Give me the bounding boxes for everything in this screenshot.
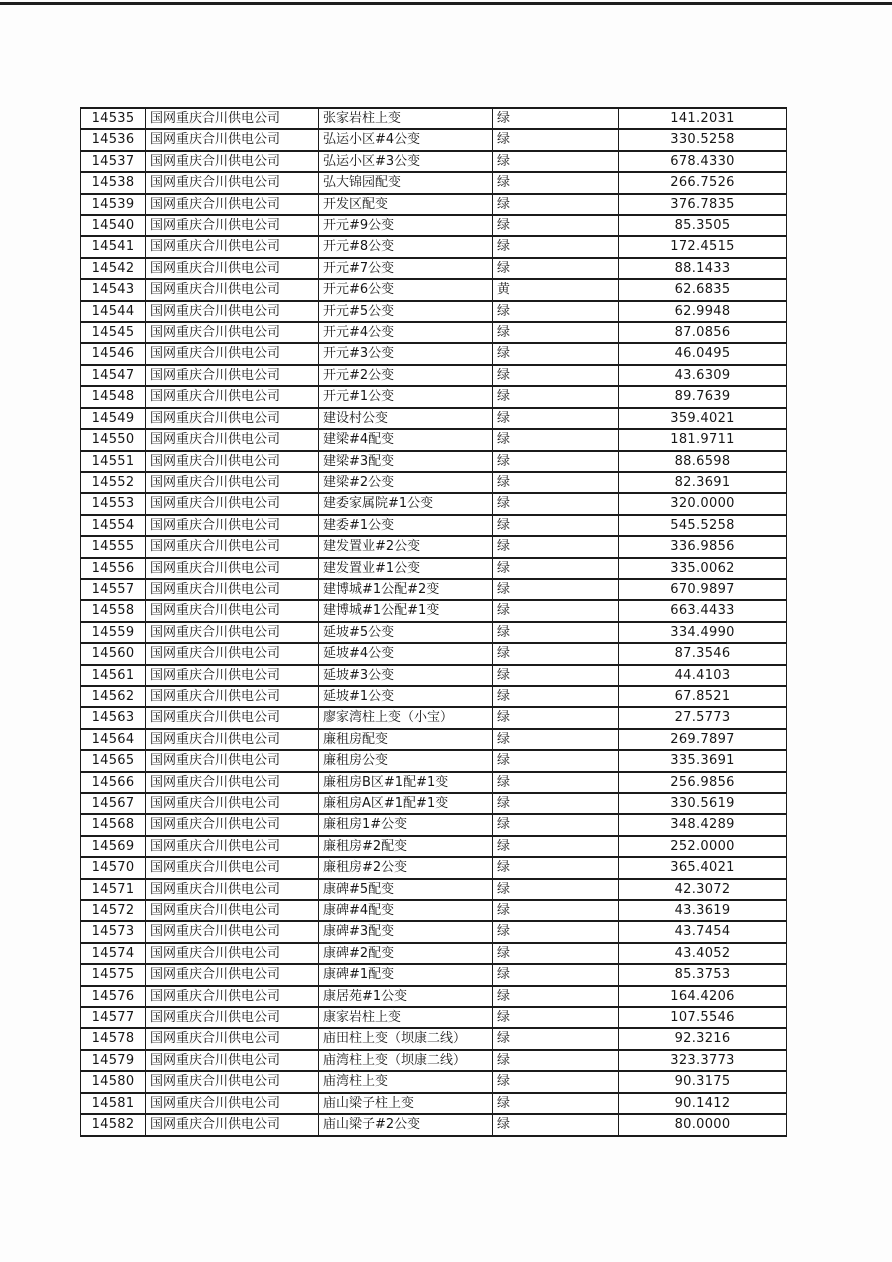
cell-load_value: 376.7835 bbox=[619, 194, 787, 215]
cell-company: 国网重庆合川供电公司 bbox=[146, 1114, 319, 1135]
cell-load_value: 336.9856 bbox=[619, 536, 787, 557]
cell-station: 康碑#3配变 bbox=[319, 921, 493, 942]
cell-id: 14552 bbox=[81, 472, 146, 493]
cell-company: 国网重庆合川供电公司 bbox=[146, 108, 319, 129]
cell-status: 绿 bbox=[493, 129, 619, 150]
cell-load_value: 90.1412 bbox=[619, 1093, 787, 1114]
cell-id: 14548 bbox=[81, 386, 146, 407]
cell-station: 廉租房A区#1配#1变 bbox=[319, 793, 493, 814]
cell-company: 国网重庆合川供电公司 bbox=[146, 900, 319, 921]
cell-load_value: 678.4330 bbox=[619, 151, 787, 172]
cell-station: 庙山梁子#2公变 bbox=[319, 1114, 493, 1135]
cell-company: 国网重庆合川供电公司 bbox=[146, 301, 319, 322]
cell-load_value: 80.0000 bbox=[619, 1114, 787, 1135]
cell-company: 国网重庆合川供电公司 bbox=[146, 365, 319, 386]
cell-status: 绿 bbox=[493, 600, 619, 621]
cell-station: 廉租房公变 bbox=[319, 750, 493, 771]
cell-id: 14538 bbox=[81, 172, 146, 193]
cell-id: 14571 bbox=[81, 879, 146, 900]
cell-status: 绿 bbox=[493, 1114, 619, 1135]
cell-company: 国网重庆合川供电公司 bbox=[146, 793, 319, 814]
cell-station: 廖家湾柱上变（小宝） bbox=[319, 707, 493, 728]
table-row bbox=[81, 1093, 787, 1114]
cell-company: 国网重庆合川供电公司 bbox=[146, 729, 319, 750]
cell-id: 14559 bbox=[81, 622, 146, 643]
cell-station: 庙田柱上变（坝康二线） bbox=[319, 1028, 493, 1049]
cell-id: 14565 bbox=[81, 750, 146, 771]
cell-company: 国网重庆合川供电公司 bbox=[146, 1093, 319, 1114]
cell-id: 14544 bbox=[81, 301, 146, 322]
cell-load_value: 92.3216 bbox=[619, 1028, 787, 1049]
cell-station: 开元#2公变 bbox=[319, 365, 493, 386]
cell-id: 14577 bbox=[81, 1007, 146, 1028]
cell-status: 绿 bbox=[493, 451, 619, 472]
cell-station: 廉租房配变 bbox=[319, 729, 493, 750]
cell-load_value: 87.0856 bbox=[619, 322, 787, 343]
cell-station: 康碑#4配变 bbox=[319, 900, 493, 921]
table-body bbox=[81, 108, 787, 1136]
table-row bbox=[81, 879, 787, 900]
cell-station: 建博城#1公配#1变 bbox=[319, 600, 493, 621]
cell-id: 14572 bbox=[81, 900, 146, 921]
cell-id: 14554 bbox=[81, 515, 146, 536]
cell-status: 绿 bbox=[493, 986, 619, 1007]
cell-company: 国网重庆合川供电公司 bbox=[146, 921, 319, 942]
top-divider-line bbox=[0, 2, 892, 5]
cell-company: 国网重庆合川供电公司 bbox=[146, 1071, 319, 1092]
cell-id: 14556 bbox=[81, 558, 146, 579]
cell-status: 绿 bbox=[493, 515, 619, 536]
cell-id: 14563 bbox=[81, 707, 146, 728]
cell-station: 开元#5公变 bbox=[319, 301, 493, 322]
table-row bbox=[81, 857, 787, 878]
table-row bbox=[81, 1007, 787, 1028]
table-row bbox=[81, 322, 787, 343]
cell-id: 14576 bbox=[81, 986, 146, 1007]
cell-status: 绿 bbox=[493, 793, 619, 814]
cell-status: 绿 bbox=[493, 343, 619, 364]
cell-id: 14550 bbox=[81, 429, 146, 450]
cell-id: 14542 bbox=[81, 258, 146, 279]
cell-status: 绿 bbox=[493, 622, 619, 643]
table-row bbox=[81, 579, 787, 600]
cell-status: 绿 bbox=[493, 215, 619, 236]
table-row bbox=[81, 814, 787, 835]
cell-id: 14555 bbox=[81, 536, 146, 557]
cell-id: 14558 bbox=[81, 600, 146, 621]
cell-station: 开元#4公变 bbox=[319, 322, 493, 343]
cell-status: 绿 bbox=[493, 750, 619, 771]
cell-status: 绿 bbox=[493, 408, 619, 429]
cell-load_value: 323.3773 bbox=[619, 1050, 787, 1071]
table-row bbox=[81, 772, 787, 793]
cell-company: 国网重庆合川供电公司 bbox=[146, 1050, 319, 1071]
cell-status: 绿 bbox=[493, 301, 619, 322]
cell-id: 14539 bbox=[81, 194, 146, 215]
cell-status: 绿 bbox=[493, 814, 619, 835]
cell-load_value: 90.3175 bbox=[619, 1071, 787, 1092]
cell-status: 绿 bbox=[493, 429, 619, 450]
table-row bbox=[81, 1028, 787, 1049]
table-row bbox=[81, 236, 787, 257]
cell-company: 国网重庆合川供电公司 bbox=[146, 665, 319, 686]
table-row bbox=[81, 472, 787, 493]
cell-id: 14569 bbox=[81, 836, 146, 857]
cell-load_value: 67.8521 bbox=[619, 686, 787, 707]
cell-id: 14553 bbox=[81, 493, 146, 514]
cell-id: 14581 bbox=[81, 1093, 146, 1114]
cell-station: 开元#6公变 bbox=[319, 279, 493, 300]
table-row bbox=[81, 493, 787, 514]
cell-load_value: 256.9856 bbox=[619, 772, 787, 793]
cell-id: 14541 bbox=[81, 236, 146, 257]
cell-company: 国网重庆合川供电公司 bbox=[146, 322, 319, 343]
cell-station: 延坡#4公变 bbox=[319, 643, 493, 664]
cell-station: 开元#1公变 bbox=[319, 386, 493, 407]
cell-station: 建委家属院#1公变 bbox=[319, 493, 493, 514]
cell-station: 弘运小区#4公变 bbox=[319, 129, 493, 150]
cell-id: 14578 bbox=[81, 1028, 146, 1049]
cell-company: 国网重庆合川供电公司 bbox=[146, 386, 319, 407]
cell-id: 14562 bbox=[81, 686, 146, 707]
cell-status: 绿 bbox=[493, 172, 619, 193]
cell-id: 14574 bbox=[81, 943, 146, 964]
cell-station: 康居苑#1公变 bbox=[319, 986, 493, 1007]
table-row bbox=[81, 707, 787, 728]
cell-company: 国网重庆合川供电公司 bbox=[146, 750, 319, 771]
table-row bbox=[81, 986, 787, 1007]
cell-company: 国网重庆合川供电公司 bbox=[146, 194, 319, 215]
cell-station: 廉租房#2公变 bbox=[319, 857, 493, 878]
cell-id: 14551 bbox=[81, 451, 146, 472]
cell-status: 绿 bbox=[493, 493, 619, 514]
table-row bbox=[81, 750, 787, 771]
cell-id: 14546 bbox=[81, 343, 146, 364]
cell-station: 弘运小区#3公变 bbox=[319, 151, 493, 172]
cell-company: 国网重庆合川供电公司 bbox=[146, 258, 319, 279]
cell-company: 国网重庆合川供电公司 bbox=[146, 408, 319, 429]
cell-company: 国网重庆合川供电公司 bbox=[146, 236, 319, 257]
cell-status: 绿 bbox=[493, 836, 619, 857]
cell-station: 康碑#2配变 bbox=[319, 943, 493, 964]
cell-status: 绿 bbox=[493, 386, 619, 407]
cell-station: 廉租房B区#1配#1变 bbox=[319, 772, 493, 793]
cell-load_value: 269.7897 bbox=[619, 729, 787, 750]
table-row bbox=[81, 921, 787, 942]
table-row bbox=[81, 129, 787, 150]
cell-id: 14575 bbox=[81, 964, 146, 985]
cell-company: 国网重庆合川供电公司 bbox=[146, 814, 319, 835]
cell-status: 绿 bbox=[493, 1007, 619, 1028]
cell-station: 建博城#1公配#2变 bbox=[319, 579, 493, 600]
cell-load_value: 670.9897 bbox=[619, 579, 787, 600]
cell-id: 14570 bbox=[81, 857, 146, 878]
cell-status: 绿 bbox=[493, 964, 619, 985]
cell-station: 延坡#3公变 bbox=[319, 665, 493, 686]
cell-status: 绿 bbox=[493, 236, 619, 257]
cell-status: 绿 bbox=[493, 194, 619, 215]
table-row bbox=[81, 558, 787, 579]
transformer-table bbox=[80, 107, 787, 1137]
cell-load_value: 335.3691 bbox=[619, 750, 787, 771]
cell-load_value: 88.1433 bbox=[619, 258, 787, 279]
cell-status: 绿 bbox=[493, 643, 619, 664]
cell-id: 14537 bbox=[81, 151, 146, 172]
cell-company: 国网重庆合川供电公司 bbox=[146, 493, 319, 514]
cell-status: 绿 bbox=[493, 665, 619, 686]
cell-status: 绿 bbox=[493, 729, 619, 750]
cell-station: 开元#9公变 bbox=[319, 215, 493, 236]
cell-company: 国网重庆合川供电公司 bbox=[146, 943, 319, 964]
cell-company: 国网重庆合川供电公司 bbox=[146, 536, 319, 557]
table-row bbox=[81, 643, 787, 664]
cell-station: 弘大锦园配变 bbox=[319, 172, 493, 193]
cell-status: 绿 bbox=[493, 707, 619, 728]
table-row bbox=[81, 151, 787, 172]
cell-station: 康碑#5配变 bbox=[319, 879, 493, 900]
cell-station: 建发置业#2公变 bbox=[319, 536, 493, 557]
table-row bbox=[81, 622, 787, 643]
cell-company: 国网重庆合川供电公司 bbox=[146, 836, 319, 857]
cell-load_value: 252.0000 bbox=[619, 836, 787, 857]
cell-status: 绿 bbox=[493, 258, 619, 279]
cell-station: 建梁#3配变 bbox=[319, 451, 493, 472]
cell-company: 国网重庆合川供电公司 bbox=[146, 429, 319, 450]
cell-station: 建梁#2公变 bbox=[319, 472, 493, 493]
cell-id: 14549 bbox=[81, 408, 146, 429]
cell-load_value: 334.4990 bbox=[619, 622, 787, 643]
cell-status: 绿 bbox=[493, 1071, 619, 1092]
cell-load_value: 85.3753 bbox=[619, 964, 787, 985]
cell-id: 14566 bbox=[81, 772, 146, 793]
cell-station: 建设村公变 bbox=[319, 408, 493, 429]
table-row bbox=[81, 215, 787, 236]
cell-company: 国网重庆合川供电公司 bbox=[146, 1007, 319, 1028]
cell-status: 绿 bbox=[493, 772, 619, 793]
cell-id: 14547 bbox=[81, 365, 146, 386]
cell-load_value: 359.4021 bbox=[619, 408, 787, 429]
cell-status: 绿 bbox=[493, 921, 619, 942]
table-row bbox=[81, 301, 787, 322]
cell-id: 14582 bbox=[81, 1114, 146, 1135]
cell-status: 绿 bbox=[493, 472, 619, 493]
cell-company: 国网重庆合川供电公司 bbox=[146, 151, 319, 172]
cell-load_value: 663.4433 bbox=[619, 600, 787, 621]
cell-load_value: 330.5619 bbox=[619, 793, 787, 814]
cell-company: 国网重庆合川供电公司 bbox=[146, 857, 319, 878]
cell-station: 张家岩柱上变 bbox=[319, 108, 493, 129]
cell-load_value: 89.7639 bbox=[619, 386, 787, 407]
cell-status: 绿 bbox=[493, 1028, 619, 1049]
cell-load_value: 266.7526 bbox=[619, 172, 787, 193]
cell-station: 建发置业#1公变 bbox=[319, 558, 493, 579]
cell-company: 国网重庆合川供电公司 bbox=[146, 172, 319, 193]
cell-status: 绿 bbox=[493, 686, 619, 707]
cell-load_value: 42.3072 bbox=[619, 879, 787, 900]
cell-id: 14557 bbox=[81, 579, 146, 600]
table-row bbox=[81, 943, 787, 964]
cell-load_value: 82.3691 bbox=[619, 472, 787, 493]
cell-load_value: 43.4052 bbox=[619, 943, 787, 964]
table-row bbox=[81, 172, 787, 193]
cell-company: 国网重庆合川供电公司 bbox=[146, 964, 319, 985]
cell-id: 14545 bbox=[81, 322, 146, 343]
cell-id: 14536 bbox=[81, 129, 146, 150]
cell-company: 国网重庆合川供电公司 bbox=[146, 772, 319, 793]
cell-load_value: 27.5773 bbox=[619, 707, 787, 728]
cell-company: 国网重庆合川供电公司 bbox=[146, 986, 319, 1007]
cell-load_value: 320.0000 bbox=[619, 493, 787, 514]
cell-company: 国网重庆合川供电公司 bbox=[146, 686, 319, 707]
table-row bbox=[81, 900, 787, 921]
cell-status: 绿 bbox=[493, 879, 619, 900]
cell-company: 国网重庆合川供电公司 bbox=[146, 129, 319, 150]
cell-company: 国网重庆合川供电公司 bbox=[146, 215, 319, 236]
cell-station: 开元#7公变 bbox=[319, 258, 493, 279]
cell-load_value: 107.5546 bbox=[619, 1007, 787, 1028]
cell-station: 康碑#1配变 bbox=[319, 964, 493, 985]
cell-station: 延坡#5公变 bbox=[319, 622, 493, 643]
cell-load_value: 46.0495 bbox=[619, 343, 787, 364]
table-row bbox=[81, 1050, 787, 1071]
cell-id: 14580 bbox=[81, 1071, 146, 1092]
table-row bbox=[81, 515, 787, 536]
cell-station: 开发区配变 bbox=[319, 194, 493, 215]
cell-company: 国网重庆合川供电公司 bbox=[146, 622, 319, 643]
cell-status: 绿 bbox=[493, 151, 619, 172]
cell-load_value: 181.9711 bbox=[619, 429, 787, 450]
cell-company: 国网重庆合川供电公司 bbox=[146, 451, 319, 472]
cell-id: 14567 bbox=[81, 793, 146, 814]
cell-status: 黄 bbox=[493, 279, 619, 300]
cell-status: 绿 bbox=[493, 900, 619, 921]
cell-status: 绿 bbox=[493, 579, 619, 600]
cell-company: 国网重庆合川供电公司 bbox=[146, 579, 319, 600]
table-row bbox=[81, 386, 787, 407]
cell-id: 14560 bbox=[81, 643, 146, 664]
cell-id: 14543 bbox=[81, 279, 146, 300]
cell-status: 绿 bbox=[493, 943, 619, 964]
table-row bbox=[81, 793, 787, 814]
cell-load_value: 365.4021 bbox=[619, 857, 787, 878]
table-row bbox=[81, 343, 787, 364]
cell-company: 国网重庆合川供电公司 bbox=[146, 600, 319, 621]
cell-station: 廉租房1#公变 bbox=[319, 814, 493, 835]
cell-company: 国网重庆合川供电公司 bbox=[146, 558, 319, 579]
cell-id: 14579 bbox=[81, 1050, 146, 1071]
cell-status: 绿 bbox=[493, 536, 619, 557]
cell-id: 14540 bbox=[81, 215, 146, 236]
cell-load_value: 88.6598 bbox=[619, 451, 787, 472]
cell-status: 绿 bbox=[493, 108, 619, 129]
cell-station: 开元#8公变 bbox=[319, 236, 493, 257]
cell-load_value: 87.3546 bbox=[619, 643, 787, 664]
cell-company: 国网重庆合川供电公司 bbox=[146, 472, 319, 493]
cell-company: 国网重庆合川供电公司 bbox=[146, 1028, 319, 1049]
cell-id: 14564 bbox=[81, 729, 146, 750]
cell-company: 国网重庆合川供电公司 bbox=[146, 879, 319, 900]
cell-company: 国网重庆合川供电公司 bbox=[146, 643, 319, 664]
cell-station: 庙湾柱上变（坝康二线） bbox=[319, 1050, 493, 1071]
cell-load_value: 545.5258 bbox=[619, 515, 787, 536]
cell-company: 国网重庆合川供电公司 bbox=[146, 343, 319, 364]
cell-load_value: 43.3619 bbox=[619, 900, 787, 921]
cell-load_value: 85.3505 bbox=[619, 215, 787, 236]
cell-id: 14535 bbox=[81, 108, 146, 129]
table-row bbox=[81, 429, 787, 450]
table-row bbox=[81, 451, 787, 472]
cell-station: 庙湾柱上变 bbox=[319, 1071, 493, 1092]
cell-station: 建梁#4配变 bbox=[319, 429, 493, 450]
cell-load_value: 44.4103 bbox=[619, 665, 787, 686]
table-row bbox=[81, 665, 787, 686]
cell-id: 14573 bbox=[81, 921, 146, 942]
table-row bbox=[81, 729, 787, 750]
table-row bbox=[81, 836, 787, 857]
cell-station: 开元#3公变 bbox=[319, 343, 493, 364]
cell-company: 国网重庆合川供电公司 bbox=[146, 515, 319, 536]
cell-load_value: 164.4206 bbox=[619, 986, 787, 1007]
cell-status: 绿 bbox=[493, 558, 619, 579]
cell-load_value: 43.7454 bbox=[619, 921, 787, 942]
table-row bbox=[81, 1114, 787, 1135]
table-row bbox=[81, 365, 787, 386]
cell-load_value: 43.6309 bbox=[619, 365, 787, 386]
cell-load_value: 62.6835 bbox=[619, 279, 787, 300]
cell-id: 14568 bbox=[81, 814, 146, 835]
table-row bbox=[81, 108, 787, 129]
cell-load_value: 335.0062 bbox=[619, 558, 787, 579]
cell-status: 绿 bbox=[493, 322, 619, 343]
table-row bbox=[81, 194, 787, 215]
cell-status: 绿 bbox=[493, 1050, 619, 1071]
cell-load_value: 348.4289 bbox=[619, 814, 787, 835]
cell-station: 建委#1公变 bbox=[319, 515, 493, 536]
table-row bbox=[81, 258, 787, 279]
table-row bbox=[81, 408, 787, 429]
table-row bbox=[81, 536, 787, 557]
cell-load_value: 62.9948 bbox=[619, 301, 787, 322]
table-row bbox=[81, 1071, 787, 1092]
cell-company: 国网重庆合川供电公司 bbox=[146, 707, 319, 728]
cell-status: 绿 bbox=[493, 1093, 619, 1114]
cell-station: 延坡#1公变 bbox=[319, 686, 493, 707]
cell-load_value: 141.2031 bbox=[619, 108, 787, 129]
cell-status: 绿 bbox=[493, 365, 619, 386]
cell-station: 庙山梁子柱上变 bbox=[319, 1093, 493, 1114]
table-row bbox=[81, 600, 787, 621]
table-row bbox=[81, 686, 787, 707]
cell-station: 廉租房#2配变 bbox=[319, 836, 493, 857]
cell-id: 14561 bbox=[81, 665, 146, 686]
cell-status: 绿 bbox=[493, 857, 619, 878]
cell-company: 国网重庆合川供电公司 bbox=[146, 279, 319, 300]
table-row bbox=[81, 964, 787, 985]
cell-station: 康家岩柱上变 bbox=[319, 1007, 493, 1028]
cell-load_value: 172.4515 bbox=[619, 236, 787, 257]
table-row bbox=[81, 279, 787, 300]
cell-load_value: 330.5258 bbox=[619, 129, 787, 150]
